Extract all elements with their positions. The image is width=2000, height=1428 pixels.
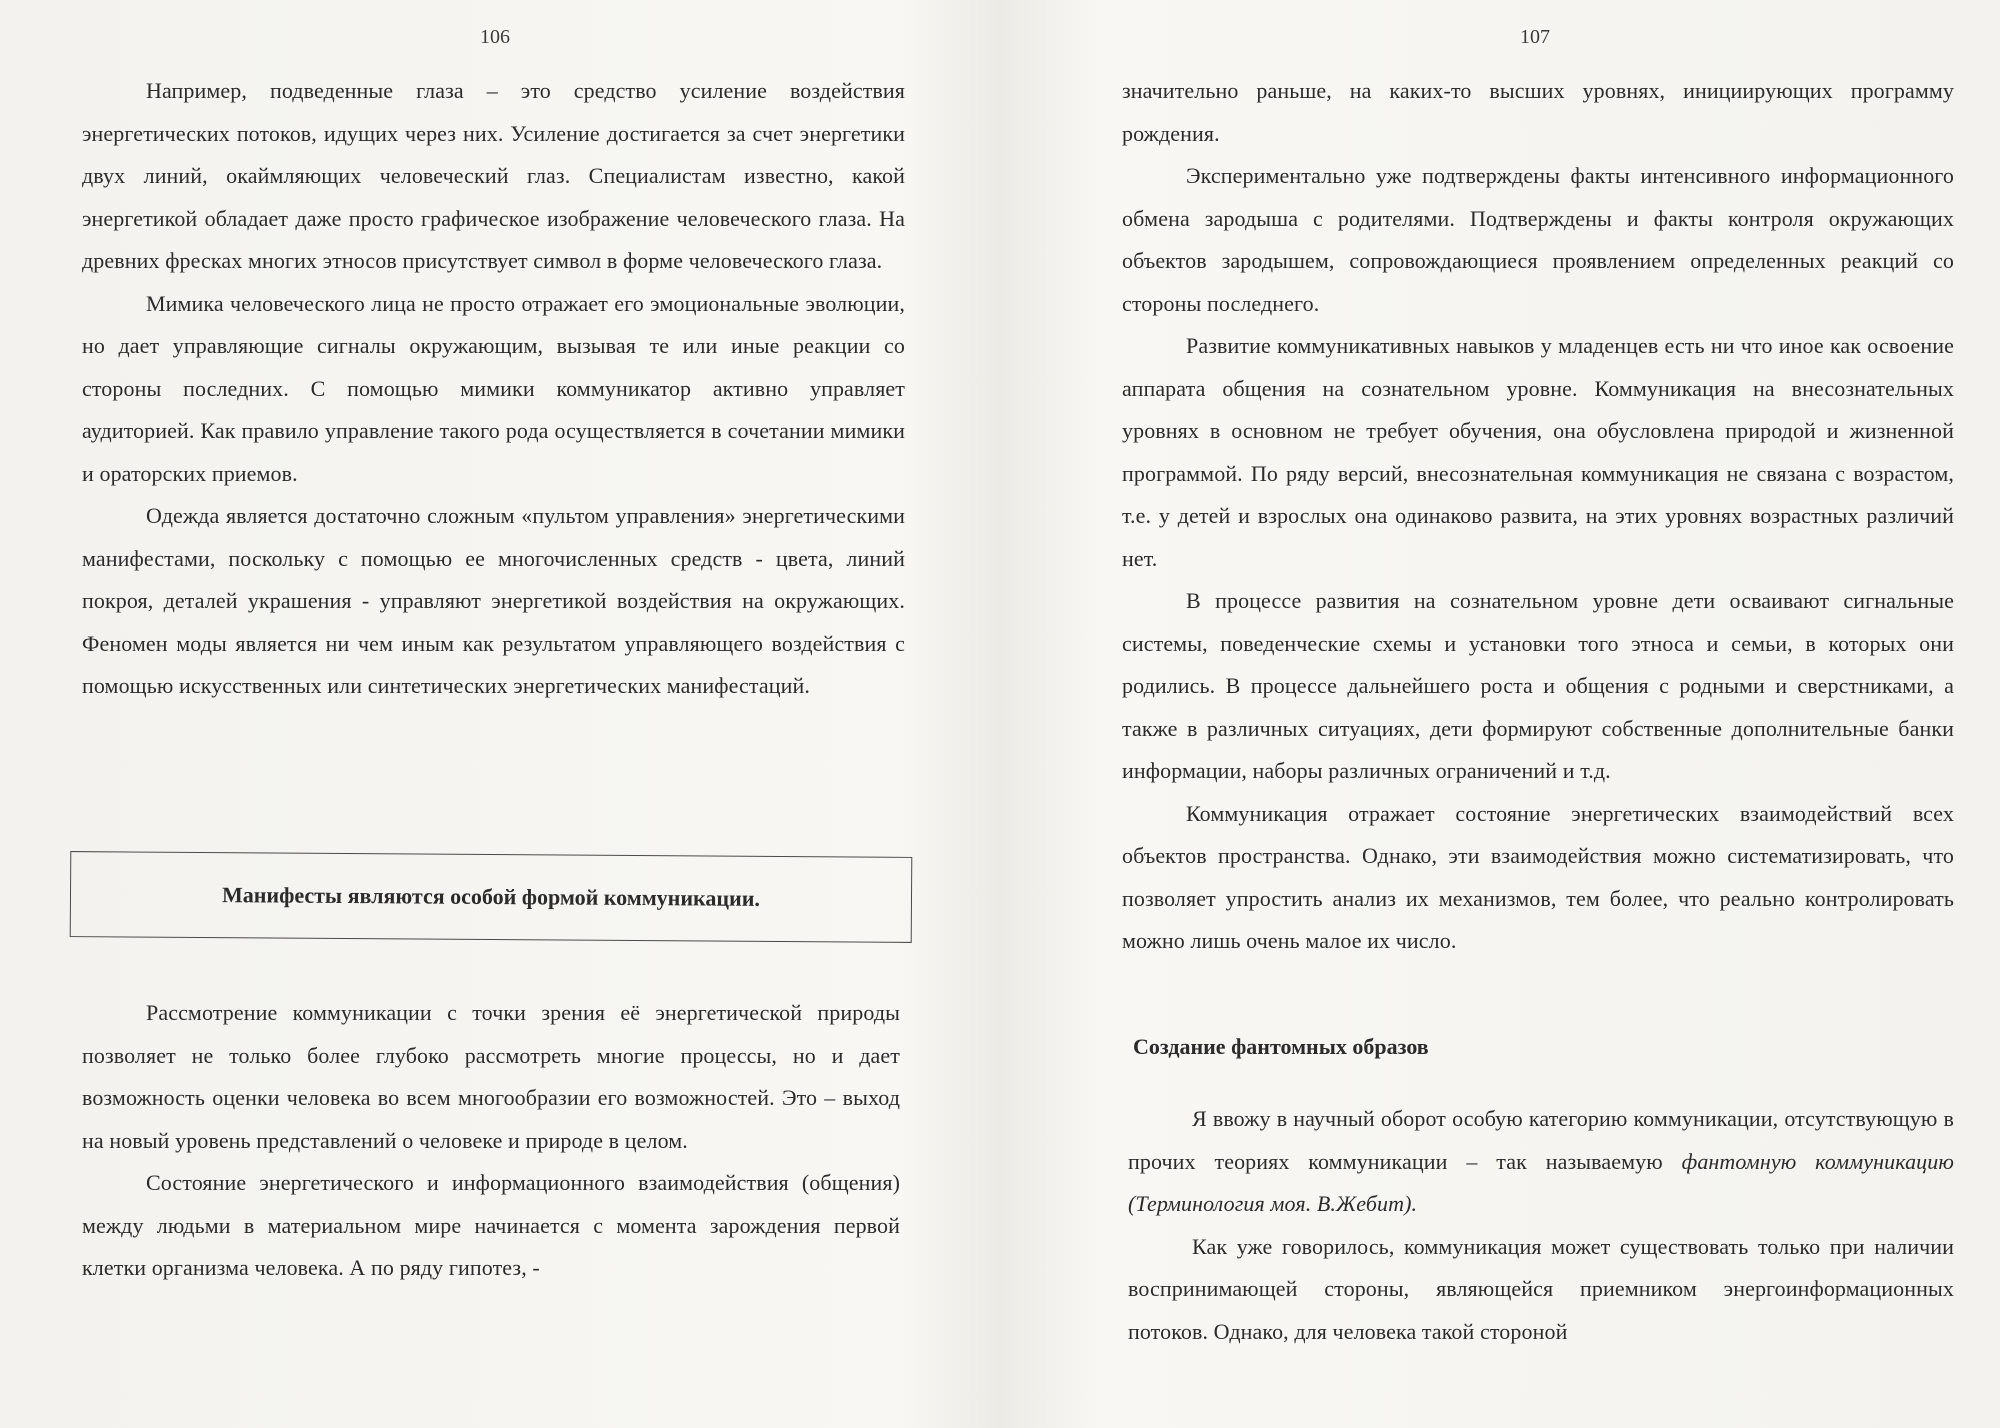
paragraph: Например, подведенные глаза – это средство усиление воздействия энергетических потоков, идущих через них. Усиление достигается за счет энергетики двух линий, окаймляющих человеческий глаз. Специалистам известно, какой энергетикой обладает даже просто графическое изображение человеческого глаза. На древних фресках многих этносов присутствует символ в форме человеческого глаза. xyxy=(82,78,905,273)
paragraph: Коммуникация отражает состояние энергетических взаимодействий всех объектов пространства. Однако, эти взаимодействия можно систематизировать, что позволяет упростить анализ их механизмов, тем более, что реально контролировать можно лишь очень малое их число. xyxy=(1122,800,1954,953)
italic-term: фантомную коммуникацию (Терминология моя. В.Жебит). xyxy=(1128,1148,1954,1216)
paragraph: Мимика человеческого лица не просто отражает его эмоциональные эволюции, но дает управляющие сигналы окружающим, вызывая те или иные реакции со стороны последних. С помощью мимики коммуникатор активно управляет аудиторией. Как правило управление такого рода осуществляется в сочетании мимики и ораторских приемов. xyxy=(82,290,905,486)
text-block-top xyxy=(1122,70,1954,963)
section-heading: Создание фантомных образов xyxy=(1133,1034,1429,1059)
paragraph: Развитие коммуникативных навыков у младенцев есть ни что иное как освоение аппарата общения на сознательном уровне. Коммуникация на внесознательных уровнях в основном не требует обучения, она обусловлена природой и жизненной программой. По ряду версий, внесознательная коммуникация не связана с возрастом, т.е. у детей и взрослых она одинаково развита, на этих уровнях возрастных различий нет. xyxy=(1122,333,1954,571)
callout-text: Манифесты являются особой формой коммуникации. xyxy=(221,882,761,911)
paragraph-text: Я ввожу в научный оборот особую категорию коммуникации, отсутствующую в прочих теориях коммуникации – так называемую xyxy=(1128,1106,1954,1174)
text-block-bottom xyxy=(82,992,900,1290)
page-number: 107 xyxy=(1520,26,1550,48)
paragraph: значительно раньше, на каких-то высших уровнях, инициирующих программу рождения. xyxy=(1122,78,1954,146)
paragraph: Рассмотрение коммуникации с точки зрения её энергетической природы позволяет не только более глубоко рассмотреть многие процессы, но и дает возможность оценки человека во всем многообразии его возможностей. Это – выход на новый уровень представлений о человеке и природе в целом. xyxy=(82,1000,900,1153)
text-block-top xyxy=(82,70,905,708)
page-number: 106 xyxy=(480,26,510,48)
paragraph: Одежда является достаточно сложным «пультом управления» энергетическими манифестами, поскольку с помощью ее многочисленных средств - цвета, линий покроя, деталей украшения - управляют энергетикой воздействия на окружающих. Феномен моды является ни чем иным как результатом управляющего воздействия с помощью искусственных или синтетических энергетических манифестаций. xyxy=(82,503,905,698)
paragraph xyxy=(1128,1098,1954,1226)
paragraph: Как уже говорилось, коммуникация может существовать только при наличии воспринимающей стороны, являющейся приемником энергоинформационных потоков. Однако, для человека такой стороной xyxy=(1128,1233,1954,1344)
callout-box xyxy=(70,851,913,943)
text-block-bottom xyxy=(1128,1098,1954,1353)
paragraph: Экспериментально уже подтверждены факты интенсивного информационного обмена зародыша с родителями. Подтверждены и факты контроля окружающих объектов зародышем, сопровождающиеся проявлением определенных реакций со стороны последнего. xyxy=(1122,163,1954,316)
paragraph: Состояние энергетического и информационного взаимодействия (общения) между людьми в материальном мире начинается с момента зарождения первой клетки организма человека. А по ряду гипотез, - xyxy=(82,1170,900,1280)
paragraph: В процессе развития на сознательном уровне дети осваивают сигнальные системы, поведенческие схемы и установки того этноса и семьи, в которых они родились. В процессе дальнейшего роста и общения с родными и сверстниками, а также в различных ситуациях, дети формируют собственные дополнительные банки информации, наборы различных ограничений и т.д. xyxy=(1122,588,1954,783)
right-page xyxy=(1000,0,2000,1428)
